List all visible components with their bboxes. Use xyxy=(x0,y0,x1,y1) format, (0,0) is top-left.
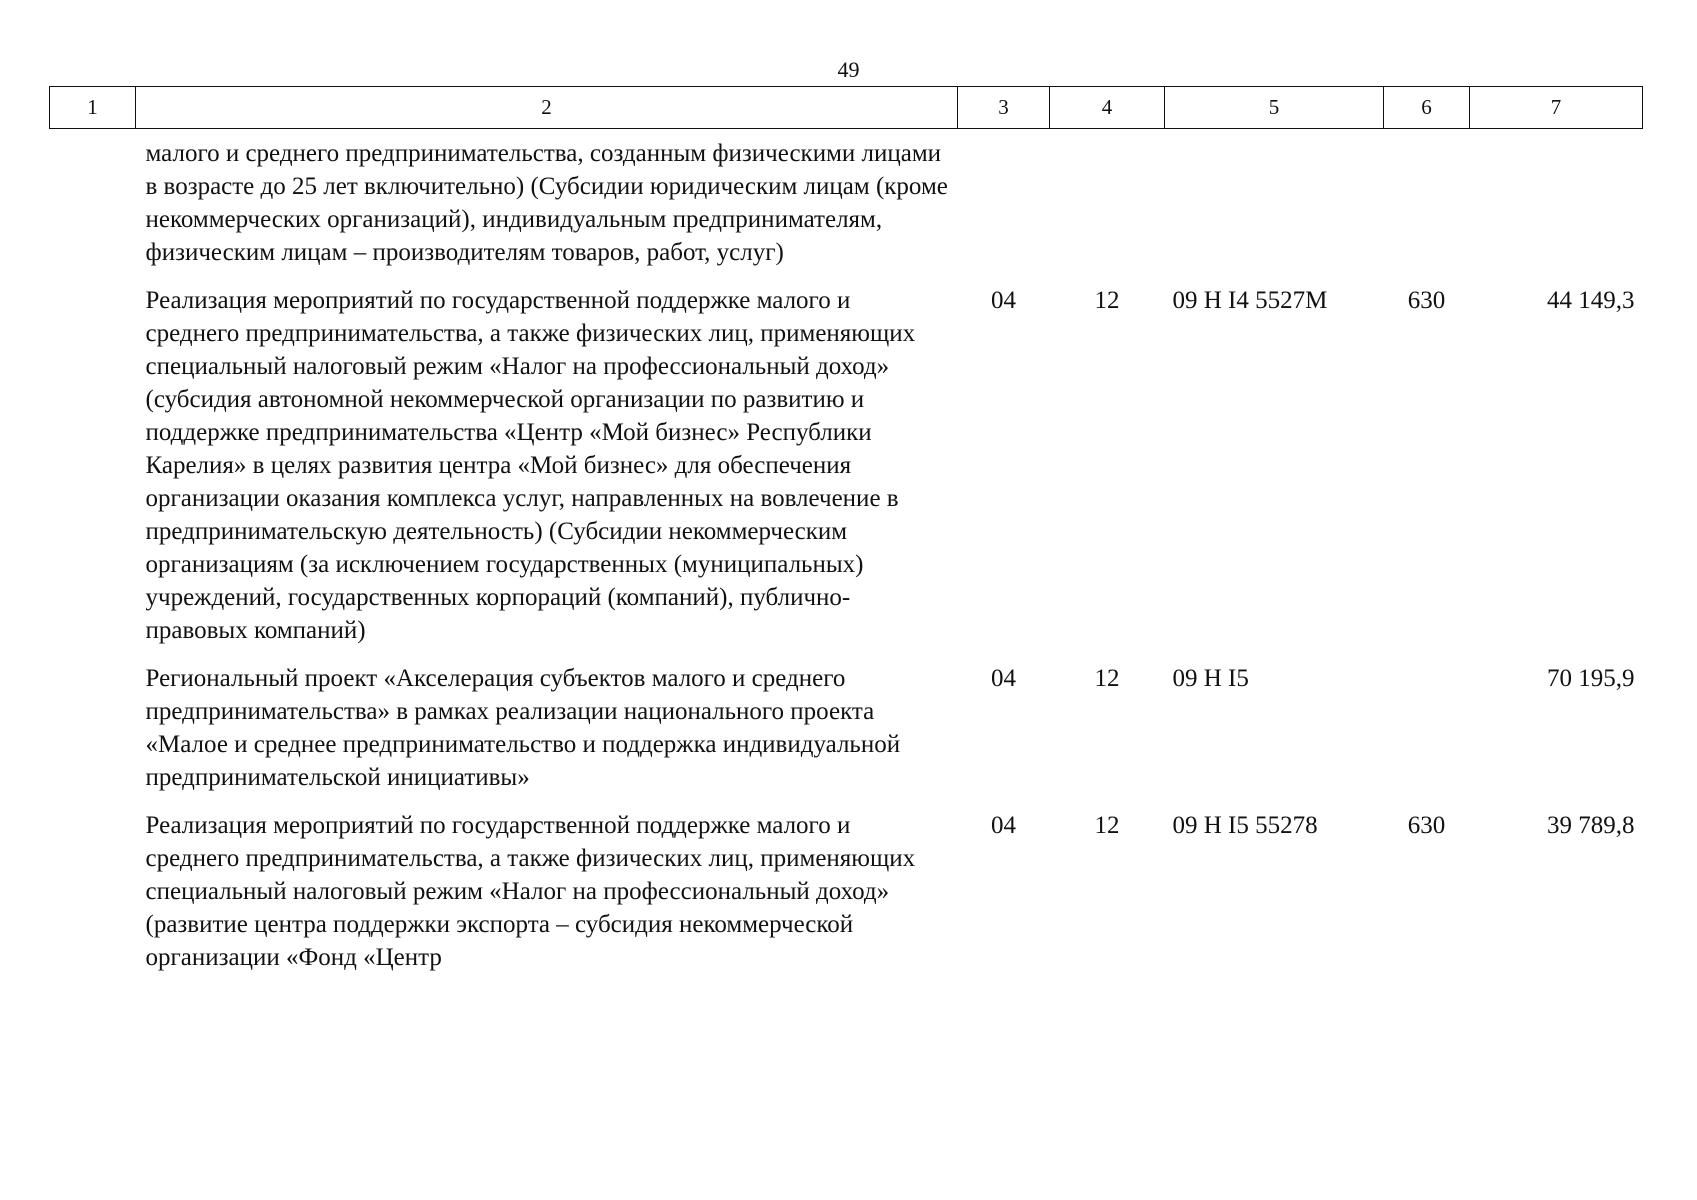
table-row xyxy=(50,794,1643,974)
row-subsection xyxy=(1050,129,1165,270)
page-number: 49 xyxy=(837,57,860,82)
table-body xyxy=(50,129,1643,975)
table-header xyxy=(50,87,1643,129)
budget-table xyxy=(49,86,1643,974)
row-description: Региональный проект «Акселерация субъектов малого и среднего предпринимательства» в рамках реализации национального проекта «Малое и среднее предпринимательство и поддержка индивидуальной предпринимательской инициативы» xyxy=(145,665,901,791)
row-expense-type: 630 xyxy=(1407,287,1446,314)
header-col-6: 6 xyxy=(1384,87,1470,129)
table-row xyxy=(50,647,1643,794)
header-col-7: 7 xyxy=(1470,87,1643,129)
row-expense-type xyxy=(1384,647,1470,794)
header-col-2: 2 xyxy=(136,87,958,129)
row-subsection: 12 xyxy=(1094,287,1120,314)
row-amount: 44 149,3 xyxy=(1547,287,1635,314)
header-col-1: 1 xyxy=(50,87,136,129)
row-expense-type xyxy=(1384,129,1470,270)
row-target-code: 09 Н I5 xyxy=(1172,665,1249,692)
header-col-5: 5 xyxy=(1165,87,1384,129)
header-col-3: 3 xyxy=(958,87,1050,129)
row-section: 04 xyxy=(991,287,1016,314)
row-section xyxy=(958,129,1050,270)
row-description: Реализация мероприятий по государственной поддержке малого и среднего предпринимательства, а также физических лиц, применяющих специальный налоговый режим «Налог на профессиональный доход» (субсидия автономной некоммерческой организации по развитию и поддержке предпринимательства «Центр «Мой бизнес» Республики Карелия» в целях развития центра «Мой бизнес» для обеспечения организации оказания комплекса услуг, направленных на вовлечение в предпринимательскую деятельность) (Субсидии некоммерческим организациям (за исключением государственных (муниципальных) учреждений, государственных корпораций (компаний), публично-правовых компаний) xyxy=(145,287,916,644)
row-section: 04 xyxy=(991,812,1016,839)
row-target-code xyxy=(1165,129,1384,270)
row-target-code: 09 Н I4 5527М xyxy=(1172,287,1328,314)
row-expense-type: 630 xyxy=(1407,812,1446,839)
row-description: Реализация мероприятий по государственной поддержке малого и среднего предпринимательства, а также физических лиц, применяющих специальный налоговый режим «Налог на профессиональный доход» (развитие центра поддержки экспорта – субсидия некоммерческой организации «Фонд «Центр xyxy=(145,812,916,971)
table-row xyxy=(50,269,1643,647)
header-row xyxy=(50,87,1643,129)
row-amount: 39 789,8 xyxy=(1547,812,1635,839)
header-col-4: 4 xyxy=(1050,87,1165,129)
row-amount: 70 195,9 xyxy=(1547,665,1635,692)
row-subsection: 12 xyxy=(1094,812,1120,839)
row-subsection: 12 xyxy=(1094,665,1120,692)
row-target-code: 09 Н I5 55278 xyxy=(1172,812,1318,839)
table-row xyxy=(50,129,1643,270)
row-description: малого и среднего предпринимательства, созданным физическими лицами в возрасте до 25 лет включительно) (Субсидии юридическим лицам (кроме некоммерческих организаций), индивидуальным предпринимателям, физическим лицам – производителям товаров, работ, услуг) xyxy=(145,140,948,266)
row-section: 04 xyxy=(991,665,1016,692)
row-amount xyxy=(1470,129,1643,270)
